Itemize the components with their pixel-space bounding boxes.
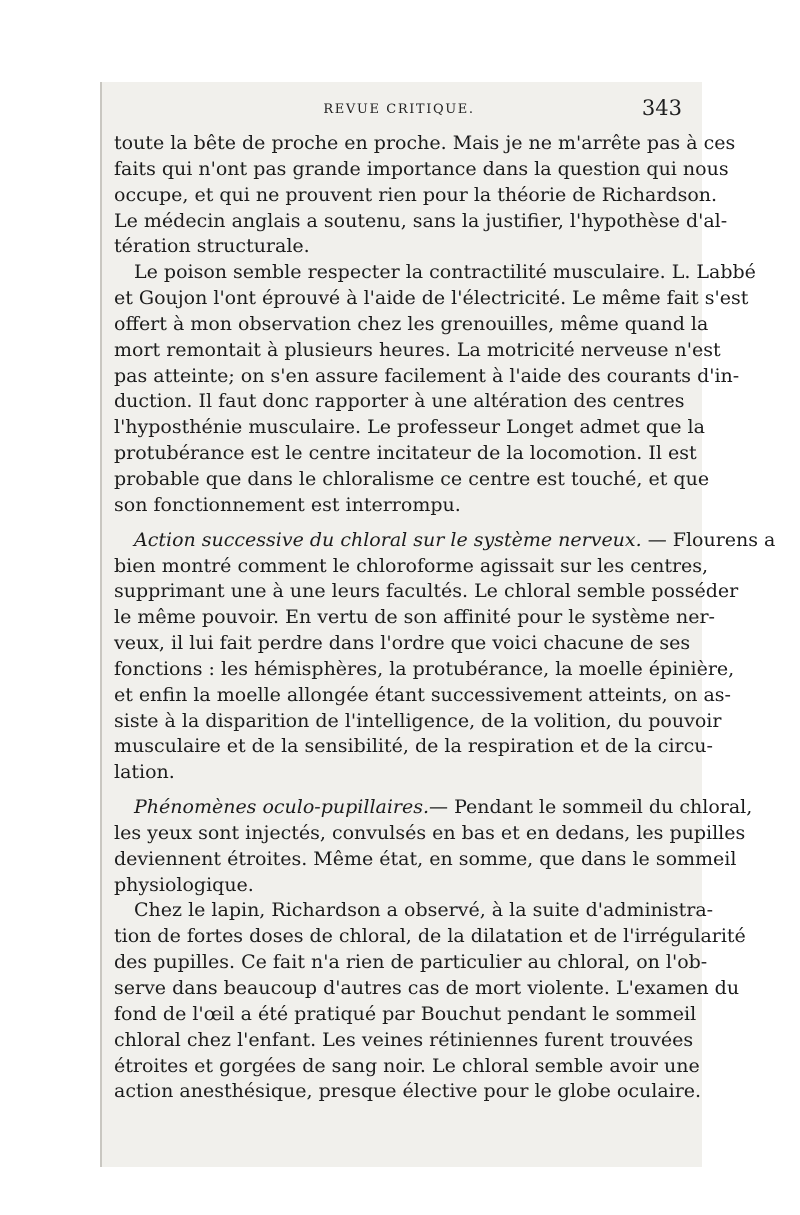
text-line: Chez le lapin, Richardson a observé, à la suite d'administra- [134, 899, 714, 922]
text-line: fond de l'œil a été pratiqué par Bouchut pendant le sommeil [114, 1002, 697, 1025]
text-line: bien montré comment le chloroforme agissait sur les centres, [114, 554, 709, 577]
text-line: fonctions : les hémisphères, la protubérance, la moelle épinière, [114, 657, 735, 680]
paragraph-4 [114, 795, 753, 898]
section-heading-oculo-pupillaires: Phénomènes oculo-pupillaires. [134, 796, 430, 819]
text-line: l'hyposthénie musculaire. Le professeur Longet admet que la [114, 416, 705, 439]
text-line: offert à mon observation chez les grenouilles, même quand la [114, 312, 709, 335]
running-title: REVUE CRITIQUE. [323, 102, 475, 117]
text-run: — Flourens a [641, 528, 776, 551]
text-line: protubérance est le centre incitateur de la locomotion. Il est [114, 442, 697, 465]
text-line: musculaire et de la sensibilité, de la respiration et de la circu- [114, 735, 713, 758]
text-line: deviennent étroites. Même état, en somme, que dans le sommeil [114, 847, 737, 870]
text-line: faits qui n'ont pas grande importance dans la question qui nous [114, 157, 729, 180]
text-line: et enfin la moelle allongée étant successivement atteints, on as- [114, 683, 731, 706]
text-line: tération structurale. [114, 235, 310, 258]
text-line: toute la bête de proche en proche. Mais je ne m'arrête pas à ces [114, 132, 736, 154]
text-line: duction. Il faut donc rapporter à une altération des centres [114, 390, 685, 413]
text-line: physiologique. [114, 873, 254, 896]
text-line: le même pouvoir. En vertu de son affinité pour le système ner- [114, 606, 715, 629]
text-line: tion de fortes doses de chloral, de la dilatation et de l'irrégularité [114, 925, 746, 948]
text-line: pas atteinte; on s'en assure facilement à l'aide des courants d'in- [114, 364, 740, 387]
text-line: étroites et gorgées de sang noir. Le chloral semble avoir une [114, 1054, 700, 1077]
page-number: 343 [641, 96, 682, 120]
text-line-with-heading [114, 528, 776, 554]
section-heading-action-successive: Action successive du chloral sur le système nerveux. [134, 528, 642, 551]
text-line: son fonctionnement est interrompu. [114, 493, 461, 516]
text-line: veux, il lui fait perdre dans l'ordre que voici chacune de ses [114, 632, 691, 655]
text-line: action anesthésique, presque élective pour le globe oculaire. [114, 1080, 702, 1103]
text-line: les yeux sont injectés, convulsés en bas et en dedans, les pupilles [114, 821, 746, 844]
text-line: Le médecin anglais a soutenu, sans la justifier, l'hypothèse d'al- [114, 209, 728, 232]
text-line-with-heading [114, 795, 753, 821]
paragraph-gap [114, 786, 684, 795]
text-line: supprimant une à une leurs facultés. Le chloral semble posséder [114, 580, 739, 603]
paragraph-5 [114, 898, 746, 1105]
text-run: — Pendant le sommeil du chloral, [429, 796, 753, 819]
page-header [114, 96, 684, 126]
paragraph-3 [114, 528, 776, 786]
text-line: des pupilles. Ce fait n'a rien de particulier au chloral, on l'ob- [114, 951, 708, 974]
text-line: serve dans beaucoup d'autres cas de mort violente. L'examen du [114, 977, 740, 999]
text-line: Le poison semble respecter la contractilité musculaire. L. Labbé [134, 261, 756, 284]
text-line: lation. [114, 761, 175, 784]
paragraph-gap [114, 519, 684, 528]
paragraph-2 [114, 260, 756, 518]
paragraph-1 [114, 131, 736, 260]
body-text [114, 131, 776, 1105]
text-line: occupe, et qui ne prouvent rien pour la théorie de Richardson. [114, 183, 718, 206]
text-line: mort remontait à plusieurs heures. La motricité nerveuse n'est [114, 338, 721, 361]
text-line: chloral chez l'enfant. Les veines rétiniennes furent trouvées [114, 1028, 694, 1051]
text-line: et Goujon l'ont éprouvé à l'aide de l'électricité. Le même fait s'est [114, 287, 749, 310]
text-line: probable que dans le chloralisme ce centre est touché, et que [114, 467, 710, 490]
text-line: siste à la disparition de l'intelligence, de la volition, du pouvoir [114, 709, 722, 732]
